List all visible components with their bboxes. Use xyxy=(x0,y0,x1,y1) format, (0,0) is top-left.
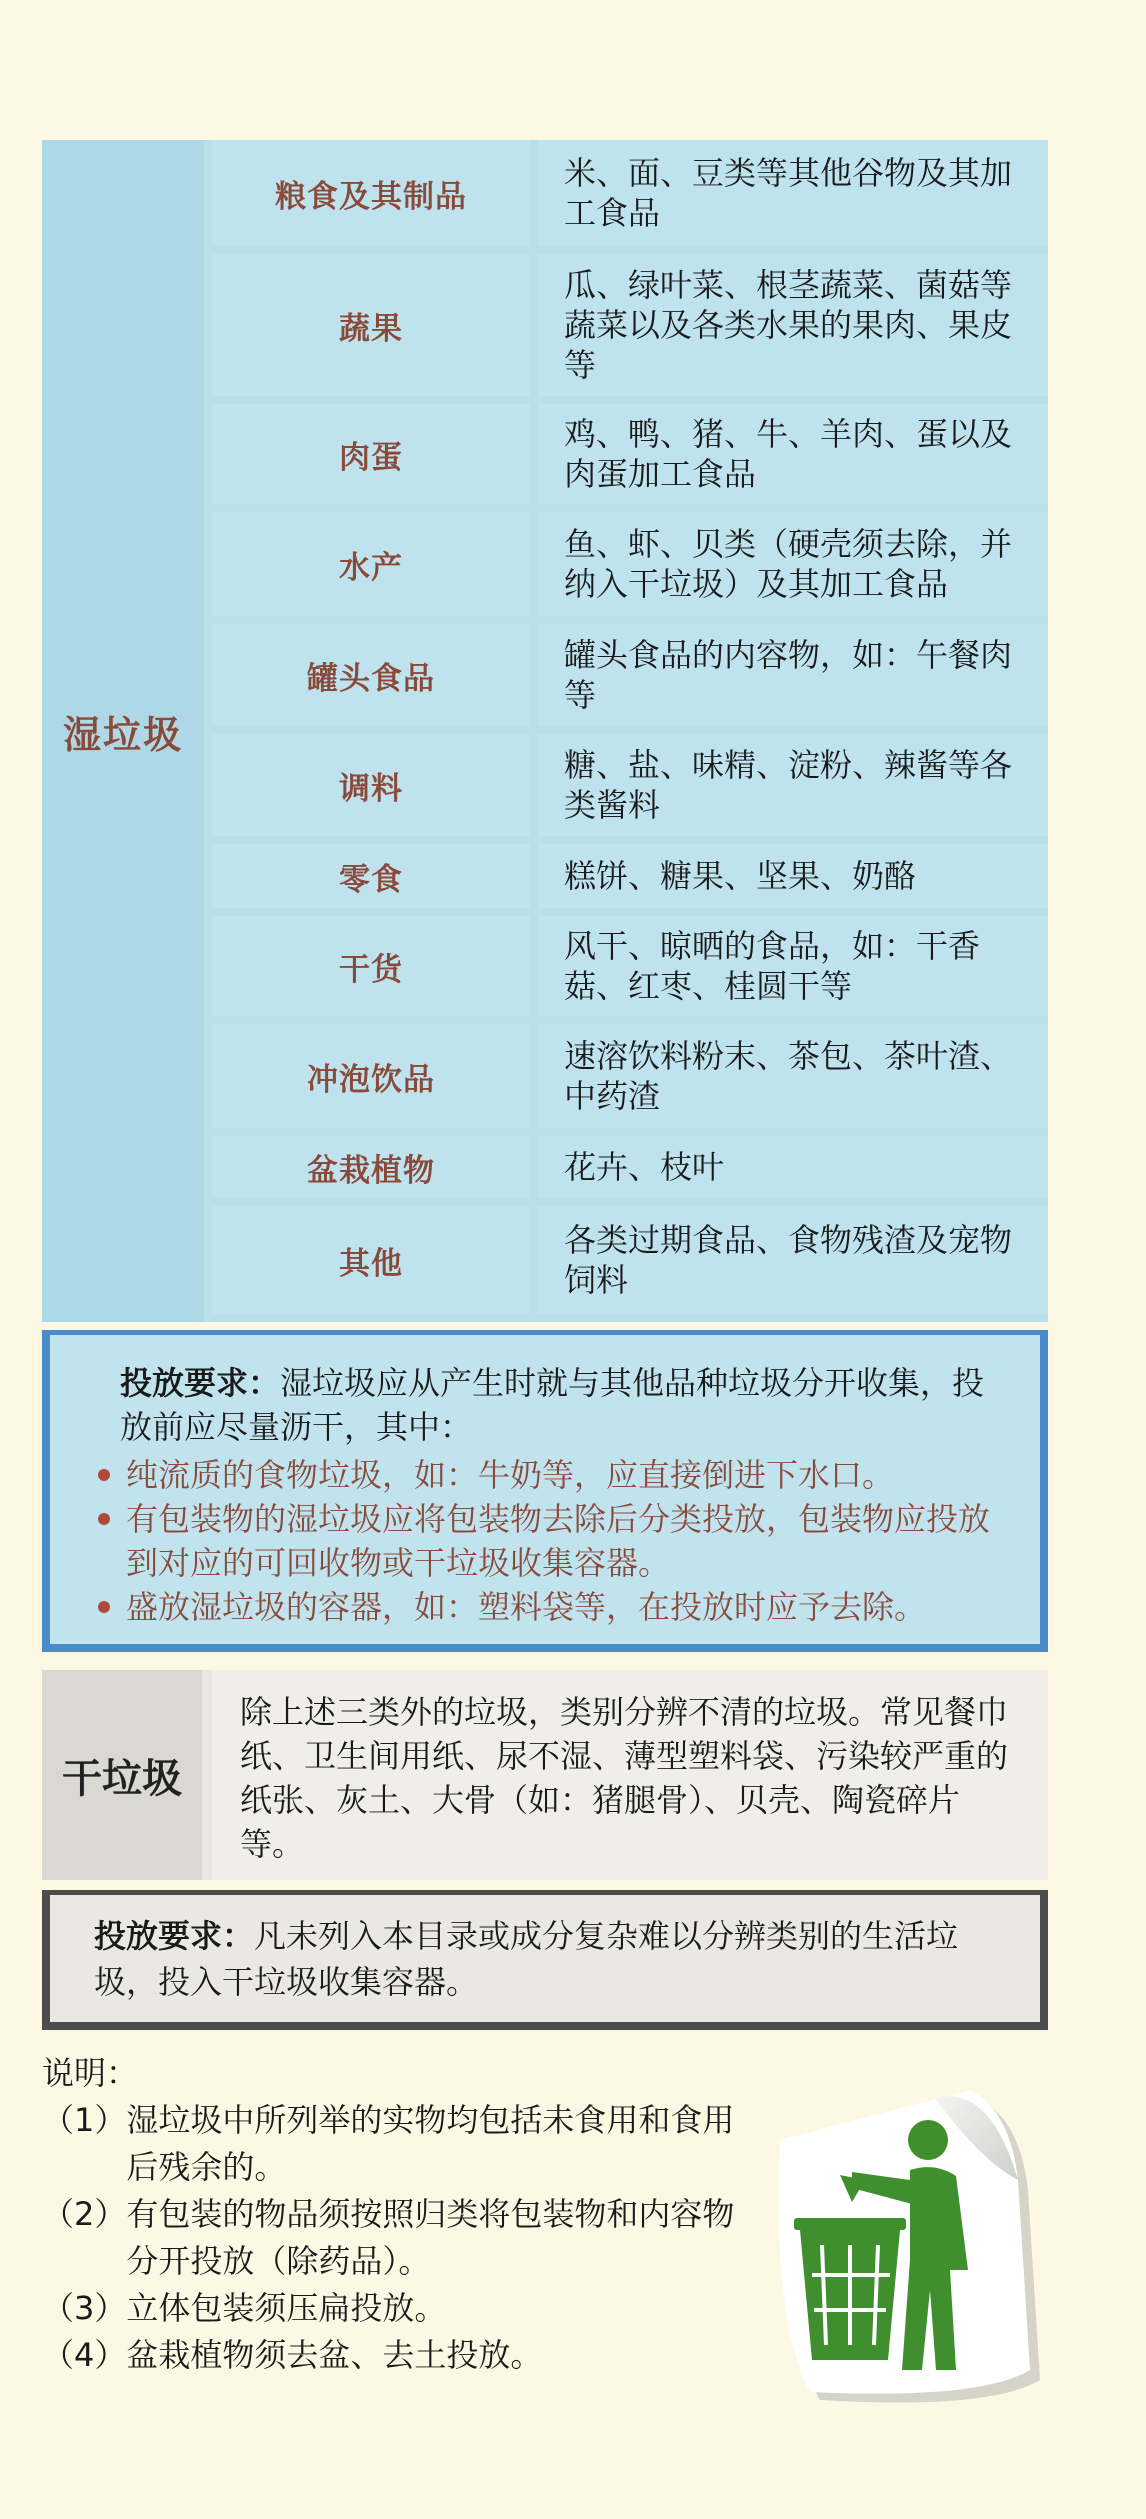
note-text: 立体包装须压扁投放。 xyxy=(126,2289,447,2327)
table-row xyxy=(212,404,1048,504)
wet-requirement-intro xyxy=(120,1361,1000,1449)
note-number: （4） xyxy=(42,2336,127,2374)
row-category: 盆栽植物 xyxy=(212,1136,530,1198)
requirement-intro-text: 湿垃圾应从产生时就与其他品种垃圾分开收集，投放前应尽量沥干，其中： xyxy=(120,1364,985,1446)
row-category: 罐头食品 xyxy=(212,624,530,726)
dry-requirement-text: 凡未列入本目录或成分复杂难以分辨类别的生活垃圾，投入干垃圾收集容器。 xyxy=(94,1917,959,2001)
wet-waste-label: 湿垃圾 xyxy=(62,712,183,757)
row-description: 糕饼、糖果、坚果、奶酪 xyxy=(538,844,1048,908)
bullet-text: 有包装物的湿垃圾应将包装物去除后分类投放，包装物应投放到对应的可回收物或干垃圾收集容器。 xyxy=(126,1500,991,1582)
row-description: 罐头食品的内容物，如：午餐肉等 xyxy=(538,624,1048,726)
note-text: 盆栽植物须去盆、去土投放。 xyxy=(126,2336,543,2374)
row-category: 其他 xyxy=(212,1206,530,1314)
bullet-dot-icon xyxy=(98,1469,110,1481)
note-item xyxy=(42,2285,742,2332)
note-number: （2） xyxy=(42,2195,127,2233)
list-item xyxy=(98,1453,1000,1497)
note-item xyxy=(42,2097,742,2191)
row-category: 冲泡饮品 xyxy=(212,1024,530,1128)
row-category: 零食 xyxy=(212,844,530,908)
recycle-person-bin-icon xyxy=(760,2080,1050,2420)
requirement-title: 投放要求： xyxy=(120,1364,281,1402)
wet-waste-requirement-box xyxy=(42,1330,1048,1652)
row-description: 米、面、豆类等其他谷物及其加工食品 xyxy=(538,140,1048,246)
row-category: 肉蛋 xyxy=(212,404,530,504)
bullet-dot-icon xyxy=(98,1513,110,1525)
bullet-text: 盛放湿垃圾的容器，如：塑料袋等，在投放时应予去除。 xyxy=(126,1588,927,1626)
row-description: 风干、晾晒的食品，如：干香菇、红枣、桂圆干等 xyxy=(538,916,1048,1016)
row-category: 蔬果 xyxy=(212,254,530,396)
row-category: 水产 xyxy=(212,512,530,616)
table-row xyxy=(212,734,1048,836)
table-row xyxy=(212,1136,1048,1198)
row-category: 粮食及其制品 xyxy=(212,140,530,246)
list-item xyxy=(98,1497,1000,1585)
row-category: 干货 xyxy=(212,916,530,1016)
row-description: 糖、盐、味精、淀粉、辣酱等各类酱料 xyxy=(538,734,1048,836)
wet-waste-category-header xyxy=(42,140,204,1322)
notes-section xyxy=(42,2050,742,2379)
list-item xyxy=(98,1585,1000,1629)
row-description: 速溶饮料粉末、茶包、茶叶渣、中药渣 xyxy=(538,1024,1048,1128)
note-item xyxy=(42,2191,742,2285)
row-category: 调料 xyxy=(212,734,530,836)
table-row xyxy=(212,140,1048,246)
dry-waste-requirement-box xyxy=(42,1890,1048,2030)
table-row xyxy=(212,916,1048,1016)
bullet-text: 纯流质的食物垃圾，如：牛奶等，应直接倒进下水口。 xyxy=(126,1456,895,1494)
note-number: （3） xyxy=(42,2289,127,2327)
notes-title: 说明： xyxy=(42,2054,139,2092)
dry-waste-description: 除上述三类外的垃圾，类别分辨不清的垃圾。常见餐巾纸、卫生间用纸、尿不湿、薄型塑料袋、污染较严重的纸张、灰土、大骨（如：猪腿骨）、贝壳、陶瓷碎片等。 xyxy=(212,1670,1048,1880)
wet-waste-table xyxy=(212,140,1048,1322)
table-row xyxy=(212,844,1048,908)
table-row xyxy=(212,1206,1048,1314)
row-description: 鱼、虾、贝类（硬壳须去除，并纳入干垃圾）及其加工食品 xyxy=(538,512,1048,616)
requirement-bullet-list xyxy=(98,1453,1000,1629)
requirement-title: 投放要求： xyxy=(94,1917,255,1955)
row-description: 瓜、绿叶菜、根茎蔬菜、菌菇等蔬菜以及各类水果的果肉、果皮等 xyxy=(538,254,1048,396)
row-description: 花卉、枝叶 xyxy=(538,1136,1048,1198)
row-description: 鸡、鸭、猪、牛、羊肉、蛋以及肉蛋加工食品 xyxy=(538,404,1048,504)
dry-waste-label: 干垃圾 xyxy=(42,1670,202,1880)
note-item xyxy=(42,2332,742,2379)
table-row xyxy=(212,624,1048,726)
wet-waste-section xyxy=(42,140,1048,1322)
row-description: 各类过期食品、食物残渣及宠物饲料 xyxy=(538,1206,1048,1314)
note-number: （1） xyxy=(42,2101,127,2139)
dry-waste-section xyxy=(42,1670,1048,1880)
note-text: 有包装的物品须按照归类将包装物和内容物分开投放（除药品）。 xyxy=(126,2195,735,2280)
table-row xyxy=(212,1024,1048,1128)
note-text: 湿垃圾中所列举的实物均包括未食用和食用后残余的。 xyxy=(126,2101,735,2186)
table-row xyxy=(212,254,1048,396)
table-row xyxy=(212,512,1048,616)
bullet-dot-icon xyxy=(98,1601,110,1613)
